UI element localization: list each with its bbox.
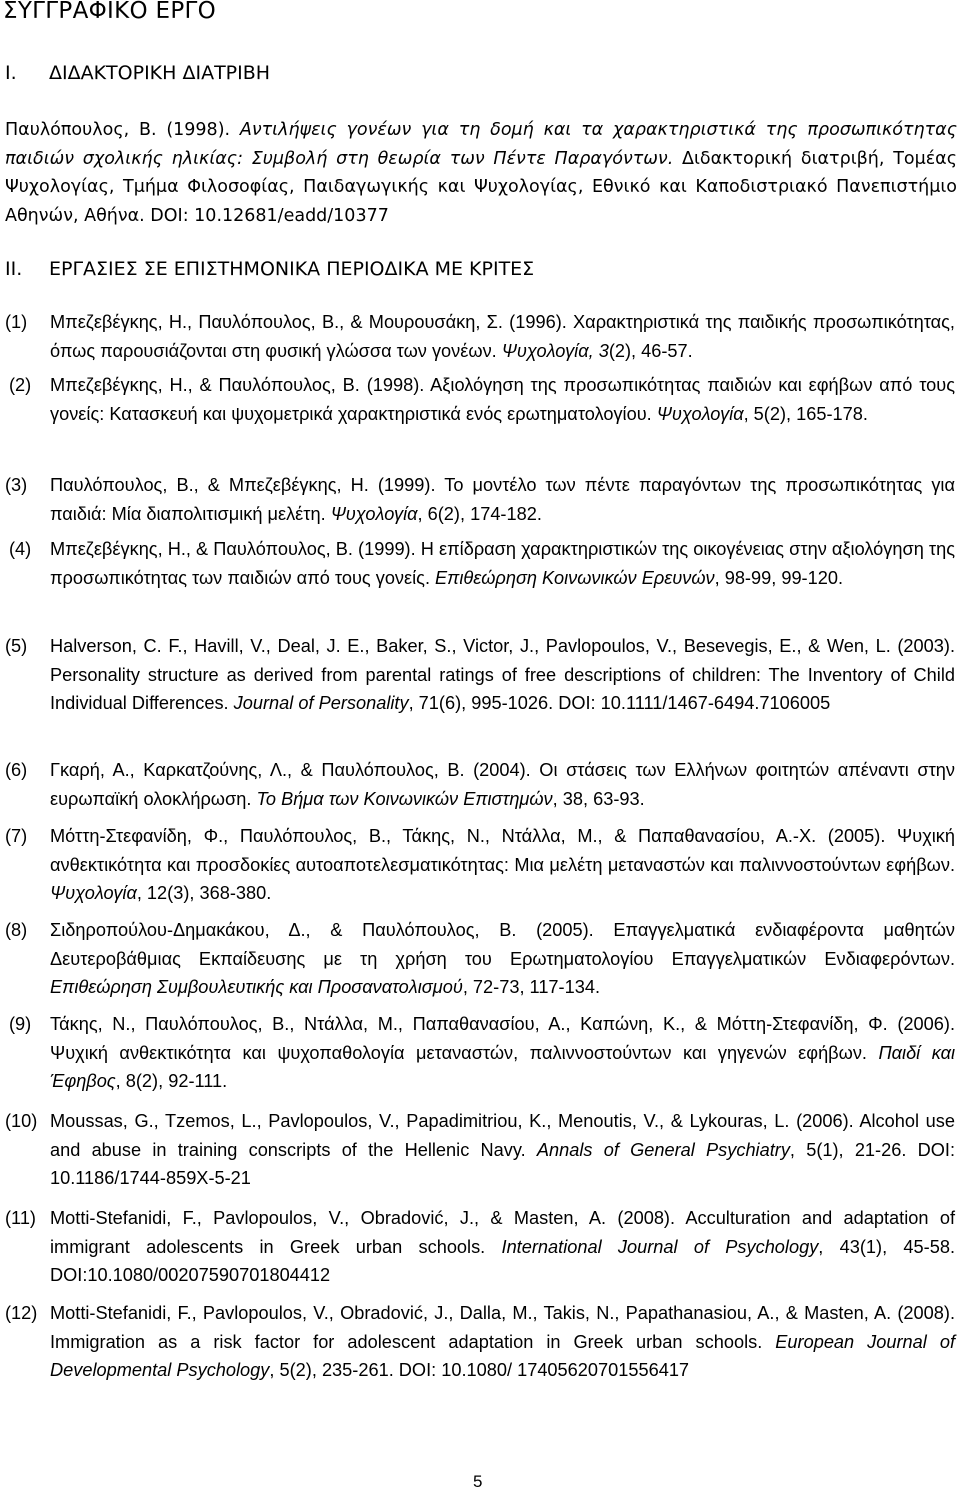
dissertation-entry: [5, 116, 957, 230]
reference-item: [5, 632, 955, 718]
dissertation-details: Διδακτορική διατριβή, Τομέας Ψυχολογίας, Τμήμα Φιλοσοφίας, Παιδαγωγικής και Ψυχολογίας, Εθνικό και Καποδιστριακό Πανεπιστήμιο Αθηνών, Αθήνα. DOI: 10.12681/eadd/10377: [5, 148, 957, 226]
reference-journal: Ψυχολογία: [330, 503, 418, 524]
reference-item: [5, 1010, 955, 1096]
dissertation-authors: Παυλόπουλος, Β. (1998).: [5, 120, 240, 140]
reference-number: (6): [5, 760, 28, 780]
reference-number: (3): [5, 475, 28, 495]
reference-volume: , 72-73, 117-134.: [462, 977, 601, 998]
reference-journal: Ψυχολογία, 3: [501, 340, 609, 361]
page-heading: ΣΥΓΓΡΑΦΙΚΟ ΕΡΓΟ: [3, 0, 217, 24]
reference-text: Μόττη-Στεφανίδη, Φ., Παυλόπουλος, Β., Τάκης, Ν., Ντάλλα, Μ., & Παπαθανασίου, Α.-Χ. (2005). Ψυχική ανθεκτικότητα και προσδοκίες αυτοαποτελεσματικότητας: Μια μελέτη μεταναστών και παλιννοστούντων εφήβων.: [50, 826, 955, 875]
reference-journal: Επιθεώρηση Συμβουλευτικής και Προσανατολισμού: [50, 977, 463, 998]
reference-text: Μπεζεβέγκης, Η., & Παυλόπουλος, Β. (1998). Αξιολόγηση της προσωπικότητας παιδιών και εφήβων από τους γονείς: Κατασκευή και ψυχομετρικά χαρακτηριστικά ενός ερωτηματολογίου.: [50, 375, 955, 424]
reference-journal: Ψυχολογία: [50, 883, 137, 904]
reference-text: Γκαρή, Α., Καρκατζούνης, Λ., & Παυλόπουλος, Β. (2004). Οι στάσεις των Ελλήνων φοιτητών απέναντι στην ευρωπαϊκή ολοκλήρωση.: [50, 760, 955, 809]
reference-journal: Παιδί και Έφηβος: [50, 1042, 956, 1092]
section-title: ΕΡΓΑΣΙΕΣ ΣΕ ΕΠΙΣΤΗΜΟΝΙΚΑ ΠΕΡΙΟΔΙΚΑ ΜΕ ΚΡΙΤΕΣ: [49, 258, 535, 280]
reference-item: [5, 1204, 955, 1290]
reference-volume: , 71(6), 995-1026. DOI: 10.1111/1467-6494.7106005: [408, 693, 831, 714]
reference-volume: , 38, 63-93.: [552, 788, 645, 809]
reference-journal: Επιθεώρηση Κοινωνικών Ερευνών: [435, 567, 715, 588]
reference-item: [5, 822, 955, 908]
reference-item: [5, 371, 955, 428]
reference-journal: Το Βήμα των Κοινωνικών Επιστημών: [256, 788, 553, 809]
reference-number: (4): [9, 539, 32, 559]
reference-text: Halverson, C. F., Havill, V., Deal, J. E., Baker, S., Victor, J., Pavlopoulos, V., Besevegis, E., & Wen, L. (2003). Personality structure as derived from parental ratings of free descriptions of children: The Inventory of Child Individual Differences.: [50, 636, 955, 714]
reference-item: [5, 535, 955, 592]
reference-text: Μπεζεβέγκης, Η., Παυλόπουλος, Β., & Μουρουσάκη, Σ. (1996). Χαρακτηριστικά της παιδικής προσωπικότητας, όπως παρουσιάζονται στη φυσική γλώσσα των γονέων.: [50, 312, 955, 361]
reference-volume: , 98-99, 99-120.: [714, 567, 844, 588]
reference-text: Moussas, G., Tzemos, L., Pavlopoulos, V., Papadimitriou, K., Menoutis, V., & Lykouras, L. (2006). Alcohol use and abuse in training conscripts of the Hellenic Navy.: [50, 1111, 955, 1160]
section-number: II.: [5, 258, 23, 280]
reference-number: (7): [5, 826, 28, 846]
reference-number: (2): [9, 375, 32, 395]
reference-text: Σιδηροπούλου-Δημακάκου, Δ., & Παυλόπουλος, Β. (2005). Επαγγελματικά ενδιαφέροντα μαθητών Δευτεροβάθμιας Εκπαίδευσης με τη χρήση του Ερωτηματολογίου Επαγγελματικών Ενδιαφερόντων.: [50, 920, 955, 969]
dissertation-title: Αντιλήψεις γονέων για τη δομή και τα χαρακτηριστικά της προσωπικότητας παιδιών σχολικής ηλικίας: Συμβολή στη θεωρία των Πέντε Παραγόντων.: [5, 120, 957, 169]
section-title: ΔΙΔΑΚΤΟΡΙΚΗ ΔΙΑΤΡΙΒΗ: [49, 62, 271, 84]
reference-item: [5, 1107, 955, 1193]
reference-number: (11): [5, 1208, 36, 1228]
reference-text: Motti-Stefanidi, F., Pavlopoulos, V., Obradović, J., Dalla, M., Takis, N., Papathanasiou, A., & Masten, A. (2008). Immigration as a risk factor for adolescent adaptation in Greek urban schools.: [50, 1303, 955, 1352]
reference-item: [5, 916, 955, 1002]
reference-text: Τάκης, Ν., Παυλόπουλος, Β., Ντάλλα, Μ., Παπαθανασίου, Α., Καπώνη, Κ., & Μόττη-Στεφανίδη, Φ. (2006). Ψυχική ανθεκτικότητα και ψυχοπαθολογία μεταναστών, παλιννοστούντων και γηγενών εφήβων.: [50, 1014, 955, 1063]
reference-volume: , 6(2), 174-182.: [417, 503, 542, 524]
reference-number: (5): [5, 636, 28, 656]
reference-text: Motti-Stefanidi, F., Pavlopoulos, V., Obradović, J., & Masten, A. (2008). Acculturation and adaptation of immigrant adolescents in Greek urban schools.: [50, 1208, 955, 1257]
reference-journal: Journal of Personality: [233, 693, 409, 714]
section-heading-journal-articles: [5, 258, 534, 280]
reference-item: [5, 756, 955, 813]
reference-volume: , 12(3), 368-380.: [136, 883, 272, 904]
reference-item: [5, 471, 955, 528]
reference-text: Παυλόπουλος, Β., & Μπεζεβέγκης, Η. (1999). Το μοντέλο των πέντε παραγόντων της προσωπικότητας για παιδιά: Μία διαπολιτισμική μελέτη.: [50, 475, 955, 524]
reference-text: Μπεζεβέγκης, Η., & Παυλόπουλος, Β. (1999). Η επίδραση χαρακτηριστικών της οικογένειας στην αξιολόγηση της προσωπικότητας των παιδιών από τους γονείς.: [50, 539, 955, 588]
reference-journal: Annals of General Psychiatry: [536, 1139, 790, 1160]
reference-number: (1): [5, 312, 28, 332]
reference-number: (9): [9, 1014, 32, 1034]
reference-volume: , 5(2), 165-178.: [743, 403, 868, 424]
section-heading-dissertation: [5, 62, 270, 84]
reference-volume: , 5(2), 235-261. DOI: 10.1080/ 17405620701556417: [269, 1360, 690, 1381]
reference-volume: , 43(1), 45-58. DOI:10.1080/00207590701804412: [50, 1236, 955, 1286]
reference-volume: , 5(1), 21-26. DOI: 10.1186/1744-859X-5-21: [50, 1139, 955, 1189]
reference-journal: European Journal of Developmental Psychology: [50, 1331, 955, 1381]
reference-number: (10): [5, 1111, 38, 1131]
page-number: 5: [473, 1472, 483, 1491]
reference-number: (12): [5, 1303, 38, 1323]
reference-item: [5, 1299, 955, 1385]
section-number: I.: [5, 62, 17, 84]
reference-item: [5, 308, 955, 365]
reference-number: (8): [5, 920, 28, 940]
reference-journal: International Journal of Psychology: [501, 1236, 819, 1257]
reference-volume: , 8(2), 92-111.: [115, 1071, 228, 1092]
reference-volume: (2), 46-57.: [608, 340, 693, 361]
reference-journal: Ψυχολογία: [656, 403, 744, 424]
